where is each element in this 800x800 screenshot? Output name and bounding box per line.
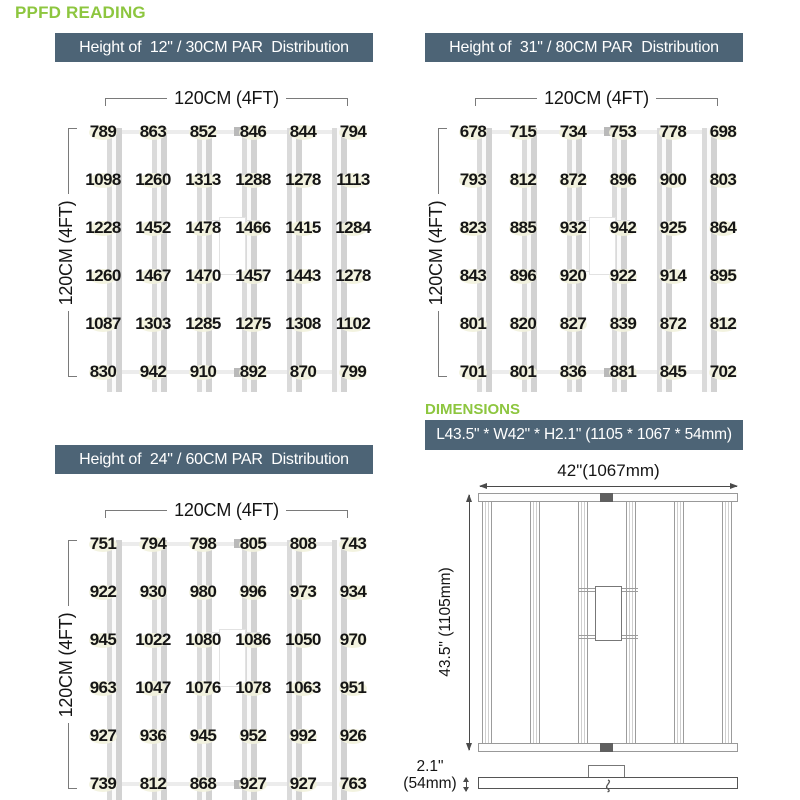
bracket-tick	[438, 376, 447, 377]
ppfd-value: 827	[548, 300, 598, 348]
ppfd-value: 701	[448, 348, 498, 396]
ppfd-value: 922	[598, 252, 648, 300]
ppfd-value: 945	[78, 616, 128, 664]
led-bar	[482, 502, 492, 743]
ppfd-value: 808	[278, 520, 328, 568]
ppfd-value: 1443	[278, 252, 328, 300]
ppfd-value: 1288	[228, 156, 278, 204]
depth-dimension-arrow	[466, 778, 467, 791]
ppfd-value: 805	[228, 520, 278, 568]
grid-area	[448, 108, 748, 396]
bracket-tick	[68, 540, 77, 541]
ppfd-value: 872	[548, 156, 598, 204]
ppfd-value: 1086	[228, 616, 278, 664]
ppfd-value: 892	[228, 348, 278, 396]
ppfd-value: 1452	[128, 204, 178, 252]
ppfd-value: 751	[78, 520, 128, 568]
bracket-line	[438, 128, 439, 194]
ppfd-value: 715	[498, 108, 548, 156]
ppfd-value: 812	[498, 156, 548, 204]
width-label: 120CM (4FT)	[544, 87, 649, 108]
ppfd-value: 881	[598, 348, 648, 396]
par-panel-31in	[425, 33, 743, 403]
ppfd-value: 1076	[178, 664, 228, 712]
ppfd-value: 872	[648, 300, 698, 348]
ppfd-value: 936	[128, 712, 178, 760]
ppfd-value: 864	[698, 204, 748, 252]
bracket-tick	[68, 788, 77, 789]
ppfd-value: 843	[448, 252, 498, 300]
ppfd-value: 1047	[128, 664, 178, 712]
ppfd-value: 1457	[228, 252, 278, 300]
ppfd-value: 922	[78, 568, 128, 616]
led-bar	[722, 502, 732, 743]
fixture-width-label: 42"(1067mm)	[557, 461, 660, 480]
width-label: 120CM (4FT)	[174, 87, 279, 108]
dimensions-heading: DIMENSIONS	[425, 401, 521, 418]
grid-area	[78, 520, 378, 800]
bracket-line	[106, 98, 167, 99]
ppfd-value: 852	[178, 108, 228, 156]
ppfd-value: 927	[78, 712, 128, 760]
ppfd-value: 1080	[178, 616, 228, 664]
ppfd-value: 778	[648, 108, 698, 156]
ppfd-value: 942	[128, 348, 178, 396]
height-measure-bracket	[56, 128, 78, 377]
bracket-tick	[68, 376, 77, 377]
ppfd-value: 743	[328, 520, 378, 568]
ppfd-value: 910	[178, 348, 228, 396]
ppfd-value: 927	[278, 760, 328, 800]
ppfd-value: 836	[548, 348, 598, 396]
ppfd-value: 739	[78, 760, 128, 800]
bracket-line	[656, 98, 717, 99]
ppfd-value: 1087	[78, 300, 128, 348]
depth-inches: 2.1"	[416, 758, 444, 775]
bracket-tick	[105, 510, 106, 518]
ppfd-value: 1022	[128, 616, 178, 664]
ppfd-value: 932	[548, 204, 598, 252]
ppfd-value: 1303	[128, 300, 178, 348]
ppfd-value: 934	[328, 568, 378, 616]
ppfd-value: 789	[78, 108, 128, 156]
ppfd-value: 845	[648, 348, 698, 396]
ppfd-value: 996	[228, 568, 278, 616]
ppfd-grid-12in	[78, 108, 378, 396]
led-bar	[530, 502, 540, 743]
height-label: 120CM (4FT)	[56, 606, 77, 723]
ppfd-value: 992	[278, 712, 328, 760]
ppfd-value: 1050	[278, 616, 328, 664]
ppfd-value: 801	[448, 300, 498, 348]
bracket-tick	[438, 128, 447, 129]
fixture-depth-label	[398, 758, 462, 792]
led-bar	[626, 502, 636, 743]
ppfd-value: 920	[548, 252, 598, 300]
height-dimension-arrow	[469, 495, 470, 750]
ppfd-value: 1098	[78, 156, 128, 204]
ppfd-value: 753	[598, 108, 648, 156]
led-bar	[578, 502, 588, 743]
led-bar	[674, 502, 684, 743]
ppfd-value: 820	[498, 300, 548, 348]
ppfd-value: 823	[448, 204, 498, 252]
ppfd-value: 793	[448, 156, 498, 204]
ppfd-value: 1466	[228, 204, 278, 252]
ppfd-value: 763	[328, 760, 378, 800]
ppfd-value: 914	[648, 252, 698, 300]
dimensions-size-label: L43.5" * W42" * H2.1" (1105 * 1067 * 54mm)	[425, 420, 743, 450]
height-measure-bracket	[56, 540, 78, 789]
ppfd-value: 896	[598, 156, 648, 204]
bracket-line	[68, 723, 69, 789]
ppfd-value: 1467	[128, 252, 178, 300]
bracket-line	[286, 510, 347, 511]
fixture-height-label: 43.5" (1105mm)	[437, 567, 454, 677]
ppfd-value: 844	[278, 108, 328, 156]
ppfd-value: 925	[648, 204, 698, 252]
ppfd-value: 945	[178, 712, 228, 760]
ppfd-value: 980	[178, 568, 228, 616]
ppfd-value: 799	[328, 348, 378, 396]
ppfd-value: 951	[328, 664, 378, 712]
height-label: 120CM (4FT)	[56, 194, 77, 311]
ppfd-value: 1308	[278, 300, 328, 348]
height-measure-bracket	[426, 128, 448, 377]
fixture-top-view	[478, 493, 738, 752]
ppfd-value: 803	[698, 156, 748, 204]
ppfd-value: 1078	[228, 664, 278, 712]
ppfd-value: 734	[548, 108, 598, 156]
ppfd-value: 1313	[178, 156, 228, 204]
ppfd-value: 970	[328, 616, 378, 664]
par-panel-12in	[55, 33, 373, 403]
hanger-mount	[600, 493, 613, 502]
ppfd-value: 900	[648, 156, 698, 204]
ppfd-value: 1063	[278, 664, 328, 712]
ppfd-value: 963	[78, 664, 128, 712]
width-label: 120CM (4FT)	[174, 499, 279, 520]
panel-title: Height of 12" / 30CM PAR Distribution	[55, 33, 373, 62]
panel-title: Height of 24" / 60CM PAR Distribution	[55, 445, 373, 474]
ppfd-value: 870	[278, 348, 328, 396]
ppfd-value: 926	[328, 712, 378, 760]
bracket-tick	[347, 510, 348, 518]
ppfd-value: 1285	[178, 300, 228, 348]
depth-mm: (54mm)	[403, 775, 457, 793]
ppfd-value: 930	[128, 568, 178, 616]
hanger-mount	[600, 743, 613, 752]
bracket-tick	[68, 128, 77, 129]
ppfd-value: 1470	[178, 252, 228, 300]
ppfd-grid-24in	[78, 520, 378, 800]
bracket-line	[438, 311, 439, 377]
ppfd-value: 801	[498, 348, 548, 396]
bracket-line	[106, 510, 167, 511]
bracket-tick	[347, 98, 348, 106]
ppfd-value: 895	[698, 252, 748, 300]
ppfd-value: 896	[498, 252, 548, 300]
ppfd-value: 812	[128, 760, 178, 800]
ppfd-value: 1415	[278, 204, 328, 252]
bracket-tick	[717, 98, 718, 106]
bracket-line	[68, 540, 69, 606]
ppfd-value: 868	[178, 760, 228, 800]
ppfd-value: 794	[128, 520, 178, 568]
ppfd-grid-31in	[448, 108, 748, 396]
bracket-line	[476, 98, 537, 99]
width-measure-bracket	[105, 86, 348, 110]
ppfd-value: 1260	[128, 156, 178, 204]
ppfd-value: 863	[128, 108, 178, 156]
width-measure-bracket	[475, 86, 718, 110]
grid-area	[78, 108, 378, 396]
hanging-hook	[600, 779, 616, 795]
ppfd-value: 794	[328, 108, 378, 156]
ppfd-value: 1228	[78, 204, 128, 252]
ppfd-value: 1260	[78, 252, 128, 300]
ppfd-value: 1113	[328, 156, 378, 204]
bracket-tick	[475, 98, 476, 106]
ppfd-value: 927	[228, 760, 278, 800]
par-panel-24in	[55, 445, 373, 800]
bracket-line	[286, 98, 347, 99]
ppfd-value: 830	[78, 348, 128, 396]
width-dimension-arrow	[480, 486, 737, 487]
ppfd-value: 1278	[278, 156, 328, 204]
ppfd-value: 942	[598, 204, 648, 252]
ppfd-value: 973	[278, 568, 328, 616]
ppfd-value: 1278	[328, 252, 378, 300]
ppfd-value: 1275	[228, 300, 278, 348]
ppfd-value: 952	[228, 712, 278, 760]
page-title: PPFD READING	[15, 3, 146, 22]
ppfd-value: 885	[498, 204, 548, 252]
height-label: 120CM (4FT)	[426, 194, 447, 311]
ppfd-value: 702	[698, 348, 748, 396]
ppfd-value: 1478	[178, 204, 228, 252]
ppfd-value: 839	[598, 300, 648, 348]
ppfd-value: 1284	[328, 204, 378, 252]
ppfd-value: 1102	[328, 300, 378, 348]
width-measure-bracket	[105, 498, 348, 522]
bracket-tick	[105, 98, 106, 106]
driver-box	[595, 586, 622, 641]
ppfd-value: 798	[178, 520, 228, 568]
ppfd-value: 846	[228, 108, 278, 156]
ppfd-value: 678	[448, 108, 498, 156]
ppfd-value: 698	[698, 108, 748, 156]
bracket-line	[68, 311, 69, 377]
bracket-line	[68, 128, 69, 194]
ppfd-value: 812	[698, 300, 748, 348]
panel-title: Height of 31" / 80CM PAR Distribution	[425, 33, 743, 62]
